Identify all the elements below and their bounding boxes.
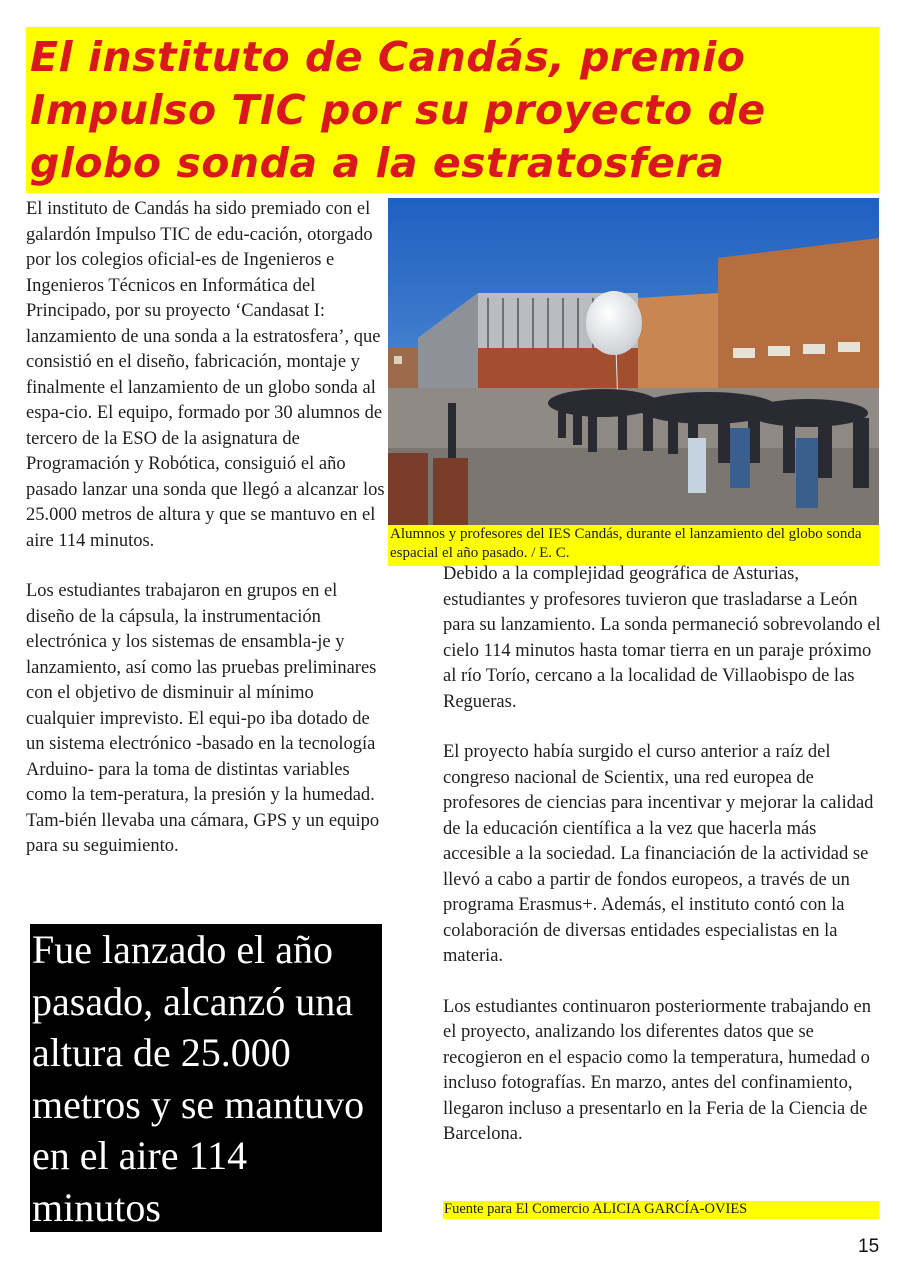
body-paragraph: Los estudiantes continuaron posteriormente trabajando en el proyecto, analizando los diferentes datos que se recogieron en el espacio como la temperatura, humedad o incluso fotografías. En marzo, antes del confinamiento, llegaron incluso a presentarlo en la Feria de la Ciencia de Barcelona.: [443, 996, 871, 1144]
body-paragraph: Los estudiantes trabajaron en grupos en el diseño de la cápsula, la instrumentación electrónica y los sistemas de ensambla-je y lanzamiento, así como las pruebas preliminares con el objetivo de disminuir al mínimo cualquier imprevisto. El equi-po iba dotado de un sistema electrónico -basado en la tecnología Arduino- para la toma de distintas variables como la tem-peratura, la presión y la humedad. Tam-bién llevaba una cámara, GPS y un equipo para su seguimiento.: [26, 581, 380, 856]
photo-caption: Alumnos y profesores del IES Candás, durante el lanzamiento del globo sonda espacial el año pasado. / E. C.: [388, 525, 879, 566]
page-number: 15: [858, 1236, 880, 1257]
source-credit: Fuente para El Comercio ALICIA GARCÍA-OVIES: [443, 1201, 879, 1219]
balloon-launch-illustration: [388, 198, 879, 526]
pull-quote: Fue lanzado el año pasado, alcanzó una altura de 25.000 metros y se mantuvo en el aire 114 minutos: [30, 924, 382, 1232]
body-paragraph: Debido a la complejidad geográfica de Asturias, estudiantes y profesores tuvieron que trasladarse a León para su lanzamiento. La sonda permaneció sobrevolando el cielo 114 minutos hasta tomar tierra en un paraje próximo al río Torío, cercano a la localidad de Villaobispo de las Regueras.: [443, 564, 881, 712]
right-column: [443, 562, 883, 1173]
body-paragraph: El proyecto había surgido el curso anterior a raíz del congreso nacional de Scientix, una red europea de profesores de ciencias para incentivar y mejorar la calidad de la educación científica a la vez que hacerla más accesible a la sociedad. La financiación de la actividad se llevó a cabo a partir de fondos europeos, a través de un programa Erasmus+. Además, el instituto contó con la colaboración de diversas entidades especialistas en la materia.: [443, 742, 874, 966]
headline-title: El instituto de Candás, premio Impulso TIC por su proyecto de globo sonda a la estratosfera: [30, 33, 766, 187]
headline-banner: [26, 27, 879, 193]
body-paragraph: El instituto de Candás ha sido premiado con el galardón Impulso TIC de edu-cación, otorgado por los colegios oficial-es de Ingenieros e Ingenieros Técnicos en Informática del Principado, por su proyecto ‘Candasat I: lanzamiento de una sonda a la estratosfera’, que consistió en el diseño, fabricación, montaje y finalmente el lanzamiento de un globo sonda al espa-cio. El equipo, formado por 30 alumnos de tercero de la ESO de la asignatura de Programación y Robótica, consiguió el año pasado lanzar una sonda que llegó a alcanzar los 25.000 metros de altura y que se mantuvo en el aire 114 minutos.: [26, 199, 385, 551]
launch-photo: [388, 198, 879, 526]
left-column: [26, 197, 386, 885]
